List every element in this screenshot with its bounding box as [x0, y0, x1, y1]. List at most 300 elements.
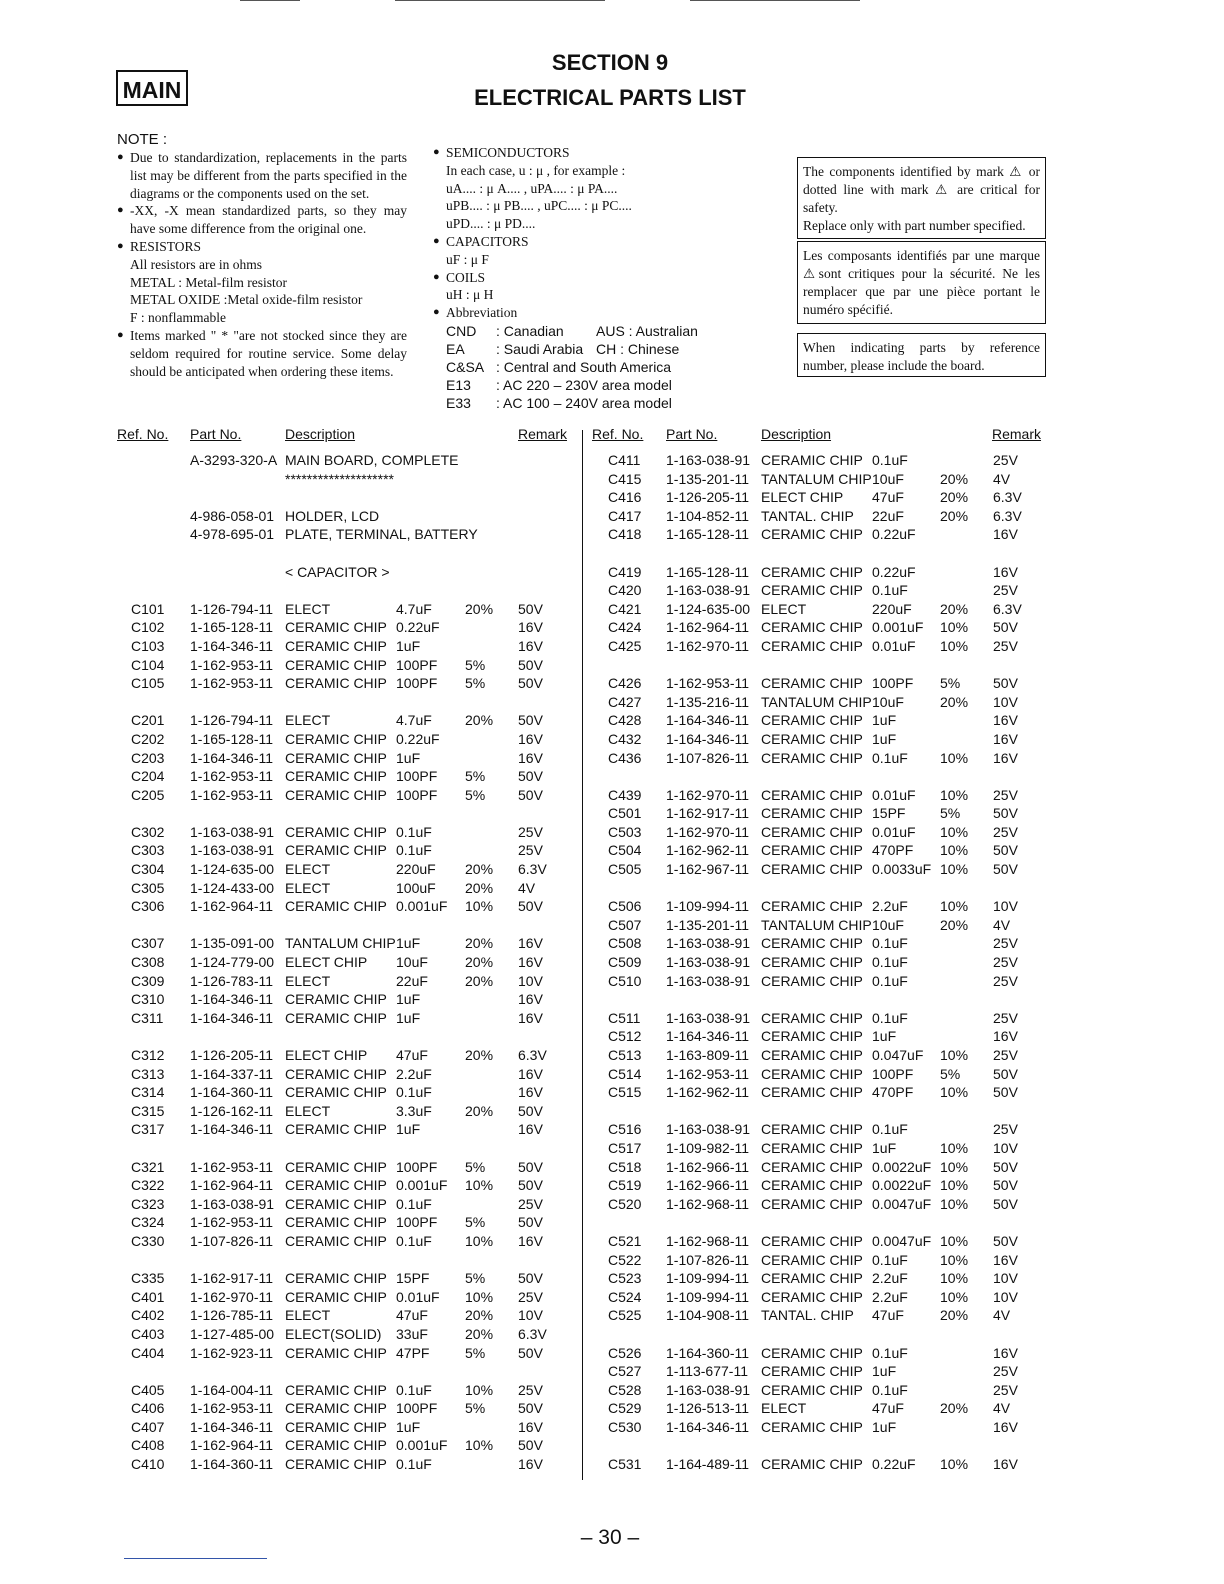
cell-tol: 20% — [465, 600, 494, 617]
cell-desc: ELECT(SOLID) — [285, 1325, 382, 1342]
cell-part: 1-107-826-11 — [666, 1251, 750, 1268]
table-row — [584, 1455, 1224, 1474]
cell-val: 100PF — [396, 1214, 438, 1231]
table-row — [584, 1325, 1224, 1344]
table-row — [584, 1027, 1224, 1046]
table-row — [0, 897, 580, 916]
cell-tol: 20% — [940, 600, 969, 617]
cell-part: 1-104-852-11 — [666, 507, 750, 524]
cell-val: 0.1uF — [872, 1251, 908, 1268]
cell-val: 100PF — [396, 768, 438, 785]
cell-ref: C101 — [131, 600, 165, 617]
cell-ref: C509 — [608, 954, 642, 971]
cell-rem: 25V — [993, 1121, 1018, 1138]
cell-rem: 50V — [993, 1177, 1018, 1194]
cell-val: 220uF — [872, 600, 912, 617]
reference-note-box — [797, 333, 1046, 377]
cell-ref: C513 — [608, 1047, 642, 1063]
cell-rem: 6.3V — [993, 489, 1022, 506]
table-row — [0, 1009, 580, 1028]
cell-tol: 20% — [940, 1307, 969, 1324]
cell-ref: C515 — [608, 1084, 642, 1101]
cell-ref: C302 — [131, 823, 165, 840]
cell-part: 1-162-964-11 — [190, 1437, 274, 1454]
cell-desc: CERAMIC CHIP — [761, 823, 863, 840]
cell-desc: ELECT — [285, 712, 331, 729]
table-row — [0, 618, 580, 637]
cell-tol: 10% — [940, 1084, 969, 1101]
cell-desc: TANTALUM CHIP — [761, 693, 872, 710]
cell-val: 1uF — [872, 730, 897, 747]
table-row — [584, 1139, 1224, 1158]
table-row — [584, 897, 1224, 916]
cell-part: 1-124-635-00 — [190, 861, 275, 878]
cell-rem: 16V — [518, 954, 543, 971]
cell-part: 1-126-794-11 — [190, 600, 274, 617]
cell-val: 470PF — [872, 842, 914, 859]
cell-part: 1-162-970-11 — [190, 1288, 274, 1305]
cell-tol: 20% — [940, 693, 969, 710]
cell-ref: C203 — [131, 749, 165, 766]
cell-rem: 25V — [993, 1009, 1018, 1026]
cell-tol: 10% — [940, 1270, 969, 1287]
cell-tol: 10% — [465, 898, 494, 915]
cell-rem: 4V — [518, 879, 536, 896]
header-remark: Remark — [518, 426, 568, 442]
cell-part: 1-126-162-11 — [190, 1102, 274, 1119]
note-title: NOTE : — [117, 131, 168, 148]
note-standardization: ● Due to standardization, replacements in the parts list may be different from the parts specified in the diagrams or the components used on the set. — [117, 149, 407, 202]
section-number: SECTION 9 — [551, 50, 669, 75]
table-row — [584, 1418, 1224, 1437]
cell-ref: C401 — [131, 1288, 165, 1305]
cell-val: 0.01uF — [872, 823, 916, 840]
cell-ref: C439 — [608, 786, 642, 803]
cell-part: 1-109-994-11 — [666, 898, 750, 915]
note-resistors-line: METAL OXIDE :Metal oxide-film resistor — [130, 292, 363, 308]
cell-desc: CERAMIC CHIP — [761, 1270, 863, 1287]
top-rule — [690, 0, 860, 1]
cell-ref: C104 — [131, 656, 165, 673]
table-row — [584, 860, 1224, 879]
cell-ref: C516 — [608, 1121, 642, 1138]
cell-ref: C314 — [131, 1084, 165, 1101]
cell-desc: TANTAL. CHIP — [761, 1307, 854, 1324]
cell-part: 1-164-004-11 — [190, 1381, 274, 1398]
cell-part: 1-162-970-11 — [666, 823, 750, 840]
cell-ref: C305 — [131, 879, 165, 896]
cell-val: 2.2uF — [872, 1270, 908, 1287]
cell-rem: 16V — [518, 1065, 543, 1082]
note-semiconductors-line: uPB.... : μ PB.... , uPC.... : μ PC.... — [446, 198, 632, 214]
cell-part: 1-126-785-11 — [190, 1307, 274, 1324]
cell-part: 1-164-360-11 — [190, 1084, 274, 1101]
page-title: ELECTRICAL PARTS LIST — [474, 85, 746, 110]
cell-val: 100PF — [872, 675, 914, 692]
cell-val: 1uF — [396, 1009, 421, 1026]
cell-tol: 10% — [940, 1195, 969, 1212]
cell-val: 10uF — [872, 470, 904, 487]
cell-tol: 20% — [465, 1047, 494, 1063]
cell-desc: CERAMIC CHIP — [285, 1456, 387, 1473]
cell-ref: C415 — [608, 470, 642, 487]
cell-part: 1-135-091-00 — [190, 935, 275, 952]
table-row — [584, 1102, 1224, 1121]
cell-rem: 16V — [993, 749, 1018, 766]
cell-part: 1-163-038-91 — [666, 582, 751, 599]
cell-tol: 20% — [465, 972, 494, 989]
cell-val: 0.01uF — [872, 786, 916, 803]
cell-part: 1-109-982-11 — [666, 1139, 750, 1156]
cell-ref: C514 — [608, 1065, 642, 1082]
cell-ref: C432 — [608, 730, 642, 747]
table-row — [584, 1065, 1224, 1084]
cell-ref: C504 — [608, 842, 642, 859]
cell-desc: CERAMIC CHIP — [761, 935, 863, 952]
cell-part: 1-162-966-11 — [666, 1158, 750, 1175]
cell-val: 47uF — [872, 1307, 904, 1324]
cell-tol: 5% — [465, 768, 486, 785]
cell-part: 1-126-794-11 — [190, 712, 274, 729]
cell-val: 0.1uF — [872, 452, 908, 468]
cell-part: 1-162-968-11 — [666, 1232, 750, 1249]
table-row — [0, 730, 580, 749]
cell-part: 1-162-964-11 — [190, 898, 274, 915]
cell-val: 0.1uF — [872, 582, 908, 599]
cell-tol: 20% — [940, 916, 969, 933]
cell-ref: C418 — [608, 526, 642, 543]
cell-tol: 10% — [940, 1456, 969, 1473]
cell-desc: CERAMIC CHIP — [285, 991, 387, 1008]
cell-val: 2.2uF — [396, 1065, 432, 1082]
cell-tol: 10% — [465, 1288, 494, 1305]
cell-part: 1-164-346-11 — [190, 991, 274, 1008]
cell-desc: CERAMIC CHIP — [285, 1270, 387, 1287]
cell-part: 1-162-970-11 — [666, 637, 750, 654]
cell-rem: 16V — [518, 1418, 543, 1435]
cell-ref: C303 — [131, 842, 165, 859]
cell-rem: 6.3V — [518, 1047, 547, 1063]
table-row — [0, 581, 580, 600]
cell-rem: 50V — [518, 712, 543, 729]
table-row — [584, 1120, 1224, 1139]
table-row — [0, 1251, 580, 1270]
cell-rem: 50V — [518, 786, 543, 803]
cell-tol: 5% — [465, 1400, 486, 1417]
cell-tol: 20% — [465, 935, 494, 952]
cell-val: 0.0033uF — [872, 861, 932, 878]
cell-ref: C335 — [131, 1270, 165, 1287]
cell-ref: C510 — [608, 972, 642, 989]
cell-part: 1-162-966-11 — [666, 1177, 750, 1194]
cell-rem: 4V — [993, 1400, 1011, 1417]
table-row — [584, 674, 1224, 693]
cell-tol: 20% — [465, 712, 494, 729]
cell-desc: CERAMIC CHIP — [761, 1418, 863, 1435]
cell-desc: CERAMIC CHIP — [285, 1195, 387, 1212]
cell-desc: CERAMIC CHIP — [761, 452, 863, 468]
cell-val: 22uF — [872, 507, 904, 524]
cell-tol: 20% — [465, 879, 494, 896]
cell-ref: C520 — [608, 1195, 642, 1212]
cell-rem: 25V — [518, 823, 543, 840]
cell-rem: 6.3V — [518, 861, 547, 878]
cell-ref: C404 — [131, 1344, 165, 1361]
table-row — [0, 841, 580, 860]
table-row — [0, 1046, 580, 1065]
table-row — [0, 1306, 580, 1325]
header-ref-no: Ref. No. — [592, 426, 644, 442]
cell-part: 1-164-346-11 — [190, 1418, 274, 1435]
table-row — [0, 934, 580, 953]
abbreviation-list — [433, 322, 743, 412]
cell-rem: 50V — [993, 1158, 1018, 1175]
safety-french-text: Les composants identifiés par une marque ⚠sont critiques pour la sécurité. Ne les remplacer que par une pièce portant le numéro spécifié. — [803, 248, 1040, 317]
cell-rem: 25V — [518, 1195, 543, 1212]
cell-ref: C205 — [131, 786, 165, 803]
cell-val: 470PF — [872, 1084, 914, 1101]
cell-val: 0.1uF — [396, 1456, 432, 1473]
table-row — [584, 1381, 1224, 1400]
table-row — [0, 656, 580, 675]
table-row — [0, 1213, 580, 1232]
cell-part: 1-124-433-00 — [190, 879, 275, 896]
cell-desc: HOLDER, LCD — [285, 507, 380, 524]
top-rule — [240, 0, 300, 1]
cell-desc: CERAMIC CHIP — [285, 1214, 387, 1231]
cell-part: 1-162-964-11 — [190, 1177, 274, 1194]
cell-ref: C408 — [131, 1437, 165, 1454]
cell-ref: C428 — [608, 712, 642, 729]
cell-desc: CERAMIC CHIP — [761, 675, 863, 692]
cell-ref: C202 — [131, 730, 165, 747]
cell-ref: C436 — [608, 749, 642, 766]
cell-rem: 25V — [993, 786, 1018, 803]
cell-tol: 5% — [940, 1065, 961, 1082]
cell-ref: C531 — [608, 1456, 642, 1473]
cell-part: 1-124-635-00 — [666, 600, 751, 617]
cell-rem: 16V — [518, 1084, 543, 1101]
table-row — [584, 730, 1224, 749]
table-row — [584, 1232, 1224, 1251]
cell-desc: CERAMIC CHIP — [285, 768, 387, 785]
cell-desc: CERAMIC CHIP — [761, 898, 863, 915]
table-row — [584, 563, 1224, 582]
cell-rem: 16V — [993, 730, 1018, 747]
table-row — [0, 1362, 580, 1381]
cell-val: 3.3uF — [396, 1102, 432, 1119]
cell-desc: CERAMIC CHIP — [761, 582, 863, 599]
cell-desc: CERAMIC CHIP — [761, 1139, 863, 1156]
cell-ref: C315 — [131, 1102, 165, 1119]
table-row — [584, 972, 1224, 991]
table-row — [0, 1120, 580, 1139]
cell-tol: 20% — [465, 954, 494, 971]
cell-val: 0.1uF — [396, 1381, 432, 1398]
cell-tol: 10% — [940, 898, 969, 915]
table-row — [0, 693, 580, 712]
cell-rem: 16V — [518, 749, 543, 766]
cell-rem: 25V — [993, 452, 1018, 468]
cell-tol: 10% — [940, 1158, 969, 1175]
cell-val: 4.7uF — [396, 600, 432, 617]
cell-ref: C307 — [131, 935, 165, 952]
cell-part: 1-164-346-11 — [666, 1418, 750, 1435]
cell-desc: CERAMIC CHIP — [761, 563, 863, 580]
cell-val: 1uF — [872, 1418, 897, 1435]
cell-tol: 10% — [465, 1232, 494, 1249]
note-resistors-heading: ● RESISTORS — [117, 238, 407, 256]
cell-tol: 5% — [465, 786, 486, 803]
cell-desc: CERAMIC CHIP — [761, 972, 863, 989]
cell-part: 1-163-038-91 — [190, 842, 275, 859]
cell-desc: ELECT — [285, 1307, 331, 1324]
cell-rem: 6.3V — [518, 1325, 547, 1342]
cell-rem: 16V — [518, 637, 543, 654]
cell-desc: CERAMIC CHIP — [761, 1121, 863, 1138]
cell-part: 1-162-967-11 — [666, 861, 750, 878]
table-row — [0, 544, 580, 563]
cell-ref: C421 — [608, 600, 642, 617]
cell-desc: ELECT — [285, 600, 331, 617]
cell-part: 1-164-489-11 — [666, 1456, 750, 1473]
header-description: Description — [285, 426, 356, 442]
cell-desc: CERAMIC CHIP — [761, 1065, 863, 1082]
note-suffix: ● -XX, -X mean standardized parts, so they may have some difference from the original one. — [117, 202, 407, 238]
cell-tol: 20% — [940, 489, 969, 506]
cell-desc: CERAMIC CHIP — [285, 842, 387, 859]
cell-tol: 5% — [940, 805, 961, 822]
column-divider — [582, 430, 583, 1480]
cell-desc: CERAMIC CHIP — [285, 1158, 387, 1175]
cell-tol: 20% — [465, 1102, 494, 1119]
table-row — [0, 823, 580, 842]
table-row — [0, 711, 580, 730]
cell-desc: CERAMIC CHIP — [761, 954, 863, 971]
abbreviation-row: EA : Saudi Arabia CH : Chinese — [446, 340, 680, 357]
cell-tol: 20% — [465, 1325, 494, 1342]
abbreviation-row: C&SA : Central and South America — [446, 358, 672, 375]
cell-part: 1-164-346-11 — [666, 1028, 750, 1045]
cell-val: 0.1uF — [872, 1009, 908, 1026]
cell-part: 1-162-953-11 — [190, 768, 274, 785]
cell-val: 1uF — [872, 1028, 897, 1045]
cell-desc: CERAMIC CHIP — [285, 1381, 387, 1398]
table-row — [0, 1176, 580, 1195]
table-row — [584, 581, 1224, 600]
cell-part: 1-165-128-11 — [190, 730, 274, 747]
cell-ref: C322 — [131, 1177, 165, 1194]
cell-desc: CERAMIC CHIP — [761, 1195, 863, 1212]
cell-val: 0.1uF — [396, 842, 432, 859]
cell-desc: TANTALUM CHIP — [285, 935, 396, 952]
cell-rem: 10V — [993, 1288, 1018, 1305]
cell-part: 1-162-968-11 — [666, 1195, 750, 1212]
cell-rem: 25V — [993, 582, 1018, 599]
table-row — [584, 1009, 1224, 1028]
cell-ref: C521 — [608, 1232, 642, 1249]
table-row — [0, 1381, 580, 1400]
table-row — [584, 1213, 1224, 1232]
table-row — [584, 470, 1224, 489]
cell-tol: 5% — [465, 675, 486, 692]
cell-tol: 10% — [940, 842, 969, 859]
cell-ref: C304 — [131, 861, 165, 878]
table-row — [584, 451, 1224, 470]
note-not-stocked: ● Items marked " * "are not stocked since they are seldom required for routine service. Some delay should be anticipated when ordering these items. — [117, 327, 407, 380]
parts-table-left — [0, 451, 580, 1474]
table-row — [584, 786, 1224, 805]
cell-val: 0.1uF — [872, 1381, 908, 1398]
table-row — [584, 1362, 1224, 1381]
cell-val: 0.1uF — [872, 749, 908, 766]
cell-part: 1-126-783-11 — [190, 972, 274, 989]
cell-desc: CERAMIC CHIP — [285, 786, 387, 803]
cell-ref: C526 — [608, 1344, 642, 1361]
cell-desc: TANTAL. CHIP — [761, 507, 854, 524]
cell-val: 1uF — [396, 637, 421, 654]
cell-val: 0.01uF — [396, 1288, 440, 1305]
cell-val: 47uF — [396, 1307, 428, 1324]
cell-rem: 50V — [993, 1232, 1018, 1249]
cell-part: 1-109-994-11 — [666, 1270, 750, 1287]
cell-ref: C506 — [608, 898, 642, 915]
note-resistors-line: METAL : Metal-film resistor — [130, 274, 288, 290]
table-row — [584, 953, 1224, 972]
cell-desc: CERAMIC CHIP — [761, 1232, 863, 1249]
cell-val: 0.01uF — [872, 637, 916, 654]
table-row — [0, 1065, 580, 1084]
cell-part: 1-109-994-11 — [666, 1288, 750, 1305]
cell-val: 0.001uF — [396, 1177, 448, 1194]
cell-rem: 25V — [993, 1047, 1018, 1063]
cell-rem: 16V — [993, 712, 1018, 729]
table-row — [0, 1344, 580, 1363]
cell-ref: C416 — [608, 489, 642, 506]
cell-tol: 5% — [465, 1344, 486, 1361]
cell-part: 1-162-962-11 — [666, 1084, 750, 1101]
cell-ref: C512 — [608, 1028, 642, 1045]
cell-tol: 10% — [940, 1251, 969, 1268]
cell-part: 1-135-201-11 — [666, 470, 750, 487]
cell-ref: C105 — [131, 675, 165, 692]
notes-middle-column — [433, 144, 743, 412]
table-row — [0, 451, 580, 470]
cell-rem: 25V — [518, 1288, 543, 1305]
cell-val: 33uF — [396, 1325, 428, 1342]
cell-part: 1-163-038-91 — [666, 1009, 751, 1026]
cell-val: 1uF — [396, 1418, 421, 1435]
cell-desc: ELECT CHIP — [285, 954, 368, 971]
table-row — [584, 804, 1224, 823]
cell-val: 0.22uF — [872, 526, 916, 543]
cell-part: 1-162-953-11 — [190, 786, 274, 803]
cell-val: 100PF — [396, 786, 438, 803]
cell-val: 1uF — [872, 1363, 897, 1380]
cell-tol: 10% — [465, 1437, 494, 1454]
safety-box-english — [797, 157, 1046, 239]
cell-ref: C410 — [131, 1456, 165, 1473]
cell-tol: 5% — [465, 1158, 486, 1175]
cell-ref: C511 — [608, 1009, 641, 1026]
cell-val: 0.0022uF — [872, 1158, 932, 1175]
cell-val: 100PF — [396, 675, 438, 692]
cell-val: 47uF — [872, 1400, 904, 1417]
cell-ref: C508 — [608, 935, 642, 952]
cell-desc: CERAMIC CHIP — [761, 1009, 863, 1026]
table-row — [0, 990, 580, 1009]
header-description: Description — [761, 426, 832, 442]
